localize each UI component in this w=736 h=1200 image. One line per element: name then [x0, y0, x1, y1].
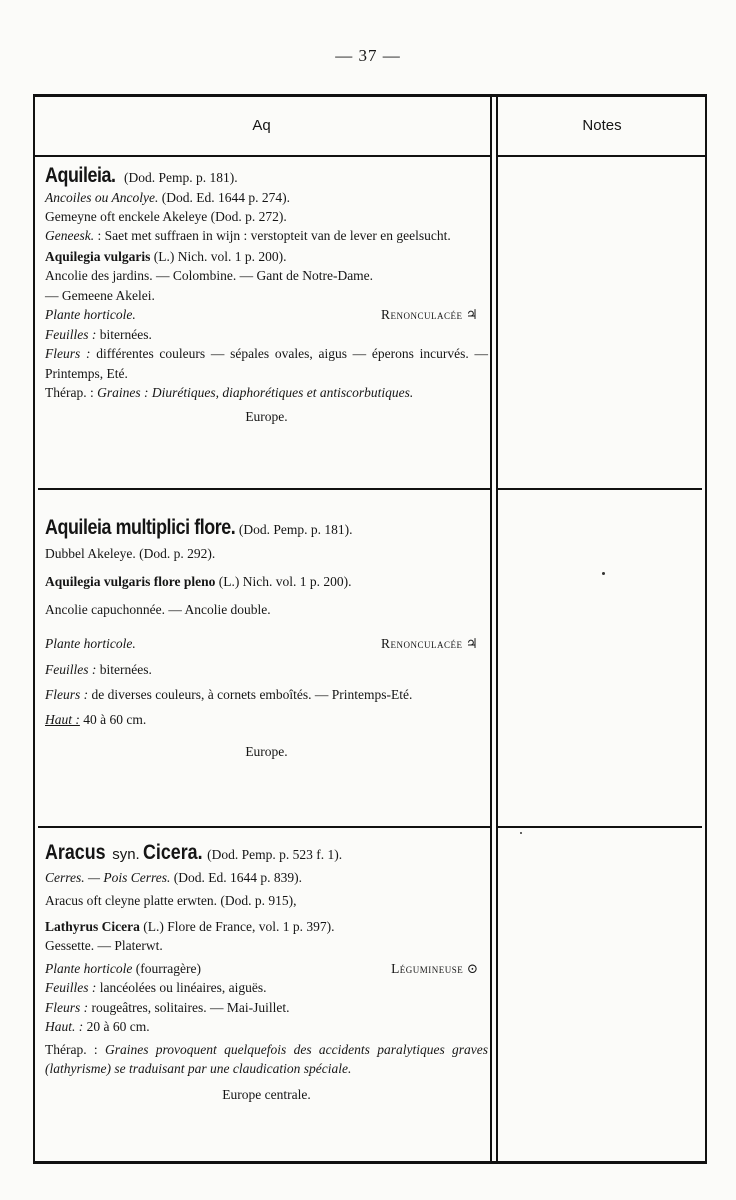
column-header-left: Aq: [252, 117, 271, 134]
genus-reference: (Dod. Pemp. p. 181).: [124, 170, 238, 185]
top-rule: [33, 94, 707, 97]
entry-line: [45, 1040, 488, 1079]
annual-symbol: ⊙: [466, 960, 478, 976]
entry-line: [45, 660, 488, 680]
line-text: Thérap. :: [45, 385, 98, 400]
entry-line: [45, 959, 488, 979]
page-number: — 37 —: [335, 46, 401, 65]
ink-speck: [520, 832, 522, 834]
entry-line: Gessette. — Platerwt.: [45, 938, 163, 953]
entry-line: [45, 1017, 488, 1037]
region: Europe centrale.: [222, 1086, 311, 1102]
italic-text: Haut :: [45, 712, 80, 727]
line-text: biternées.: [96, 662, 152, 677]
entry-line: [45, 686, 488, 704]
entry-title: [45, 518, 488, 540]
line-text: rougeâtres, solitaires. — Mai-Juillet.: [88, 999, 290, 1015]
genus-reference: (Dod. Pemp. p. 181).: [238, 522, 353, 537]
column-divider-left: [490, 97, 492, 1163]
line-text: différentes couleurs — sépales ovales, aigus — éperons incurvés. — Printemps, Eté.: [45, 346, 488, 381]
italic-text: Plante horticole.: [45, 636, 136, 651]
entry-rule-2-right: [497, 826, 702, 828]
italic-text: Graines : Diurétiques, diaphorétiques et antiscorbutiques.: [97, 385, 414, 400]
line-text: (L.) Flore de France, vol. 1 p. 397).: [139, 918, 335, 934]
italic-text: Ancoiles ou Ancolye.: [45, 189, 159, 205]
genus-synonym: Cicera.: [143, 841, 203, 864]
column-header-notes: Notes: [582, 117, 622, 134]
line-text: 20 à 60 cm.: [83, 1019, 150, 1034]
entry-line: [45, 710, 488, 730]
entry-line: [45, 344, 488, 383]
line-text: (Dod. Ed. 1644 p. 274).: [158, 189, 290, 205]
entry-line: [45, 325, 488, 345]
perennial-symbol: ♃: [465, 307, 478, 322]
entry-rule-1-right: [497, 488, 702, 490]
italic-text: Feuilles :: [45, 980, 97, 995]
entry-title: [45, 166, 488, 188]
entry-line: Ancolie des jardins. — Colombine. — Gant de Notre-Dame.: [45, 268, 374, 283]
perennial-symbol: ♃: [465, 636, 478, 651]
header-rule-left: [33, 155, 491, 157]
entry-line: [45, 572, 488, 592]
entry-aracus: [45, 843, 488, 1104]
entry-line: [45, 227, 488, 244]
bottom-rule: [33, 1161, 707, 1164]
entry-line: [45, 634, 488, 654]
entry-aquileia: [45, 166, 488, 426]
italic-text: Fleurs :: [45, 999, 89, 1015]
region: Europe.: [245, 744, 288, 759]
entry-line: [45, 305, 488, 325]
entry-title: [45, 843, 488, 865]
family-label: Renonculacée ♃: [381, 307, 478, 322]
line-text: lancéolées ou linéaires, aiguës.: [96, 980, 267, 995]
entry-line: [45, 247, 488, 267]
italic-text: Geneesk.: [45, 227, 95, 243]
entry-line: Gemeyne oft enckele Akeleye (Dod. p. 272).: [45, 209, 287, 224]
italic-text: Feuilles :: [45, 326, 97, 342]
line-text: (L.) Nich. vol. 1 p. 200).: [150, 248, 287, 264]
italic-text: Haut. :: [45, 1019, 84, 1034]
entry-aquileia-multiplici: [45, 518, 488, 762]
italic-text: Fleurs :: [45, 346, 91, 361]
species-name: Lathyrus Cicera: [45, 918, 140, 934]
entry-rule-1-left: [38, 488, 491, 490]
genus-synonym-label: syn.: [112, 846, 140, 863]
italic-text: Plante horticole.: [45, 307, 136, 322]
species-name: Aquilegia vulgaris: [45, 248, 151, 264]
italic-text: Feuilles :: [45, 662, 97, 677]
genus-reference: (Dod. Pemp. p. 523 f. 1).: [207, 847, 343, 862]
line-text: (L.) Nich. vol. 1 p. 200).: [215, 574, 352, 589]
entry-line: [45, 978, 488, 998]
plant-type: Plante horticole (fourragère): [45, 960, 201, 976]
region: Europe.: [245, 408, 288, 424]
entry-rule-2-left: [38, 826, 491, 828]
entry-line: [45, 917, 488, 937]
family-label: Renonculacée ♃: [381, 636, 478, 651]
line-text: 40 à 60 cm.: [79, 712, 147, 727]
line-text: : Saet met suffraen in wijn : verstopteit van de lever en geelsucht.: [94, 227, 451, 243]
genus-name: Aquileia.: [45, 164, 116, 187]
line-text: (Dod. Ed. 1644 p. 839).: [170, 869, 303, 885]
entry-line: [45, 188, 488, 208]
species-name: Aquilegia vulgaris flore pleno: [45, 574, 216, 589]
header-rule-right: [497, 155, 707, 157]
line-text: de diverses couleurs, à cornets emboîtés. — Printemps-Eté.: [88, 687, 413, 702]
genus-name: Aquileia multiplici flore.: [45, 516, 236, 539]
entry-line: Ancolie capuchonnée. — Ancolie double.: [45, 602, 271, 617]
entry-line: Aracus oft cleyne platte erwten. (Dod. p. 915),: [45, 893, 297, 908]
genus-name: Aracus: [45, 841, 106, 864]
entry-line: — Gemeene Akelei.: [45, 287, 155, 303]
entry-line: [45, 868, 488, 888]
column-divider-right: [496, 97, 498, 1163]
ink-speck: [602, 572, 605, 575]
entry-line: [45, 998, 488, 1018]
line-text: biternées.: [96, 326, 152, 342]
italic-text: Fleurs :: [45, 687, 89, 702]
italic-text: Cerres. — Pois Cerres.: [45, 869, 171, 885]
line-text: Thérap. :: [45, 1041, 105, 1057]
entry-line: Dubbel Akeleye. (Dod. p. 292).: [45, 546, 216, 561]
italic-text: Graines provoquent quelquefois des accidents paralytiques graves (lathyrisme) se traduisant par une claudication spéciale.: [45, 1041, 488, 1076]
entry-line: [45, 383, 488, 403]
family-label: Légumineuse ⊙: [391, 960, 478, 976]
